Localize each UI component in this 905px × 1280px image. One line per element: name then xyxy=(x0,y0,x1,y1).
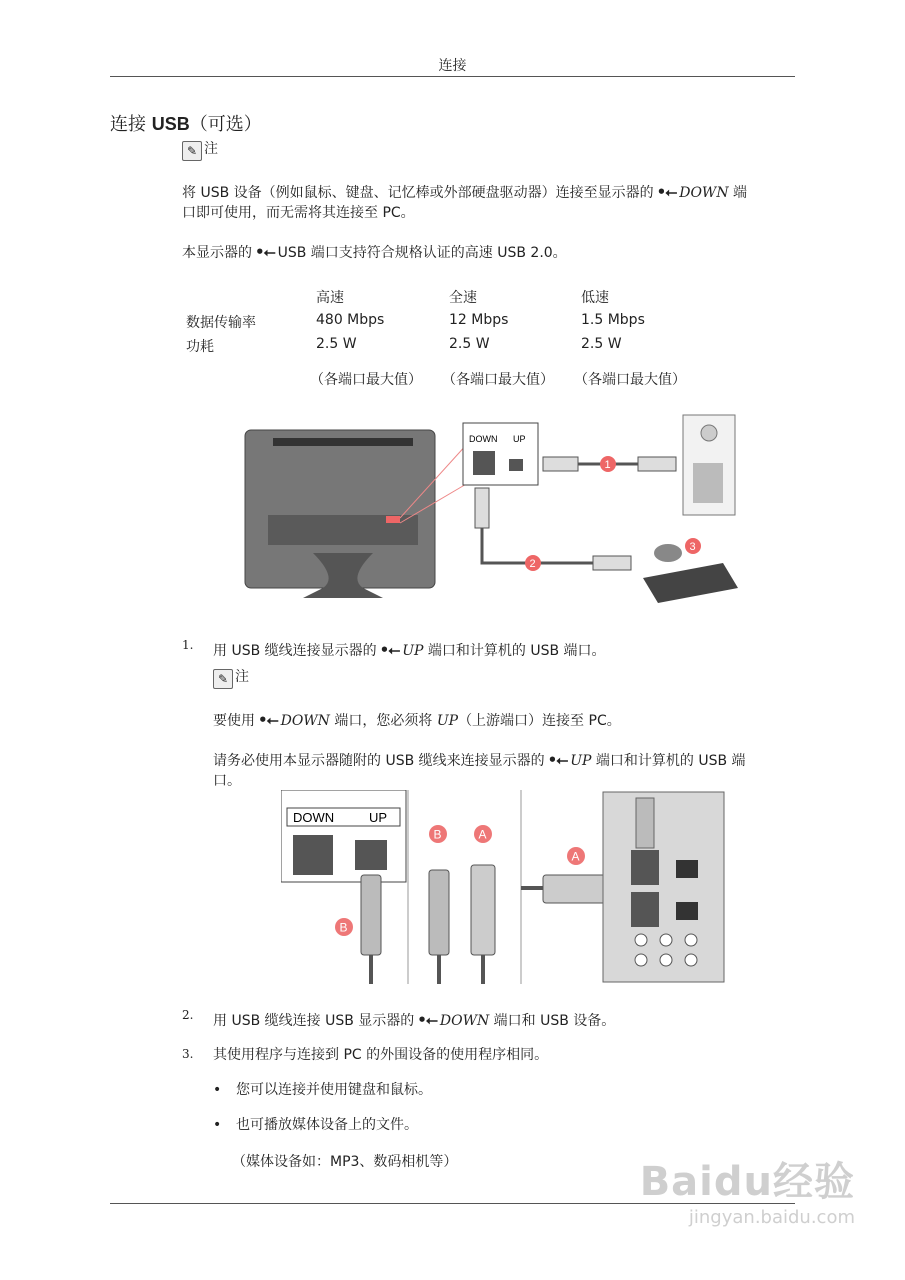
watermark xyxy=(640,1150,855,1228)
usb-plug xyxy=(475,488,489,528)
page-header: 连接 xyxy=(438,58,467,74)
step-3-number: 3. xyxy=(182,1047,194,1061)
n2-a: 要使用 xyxy=(213,713,255,729)
pc-ports xyxy=(693,463,723,503)
table-cell: 2.5 W xyxy=(449,336,490,352)
table-cell: 数据传输率 xyxy=(186,315,256,331)
figure-usb-cables xyxy=(281,790,726,984)
p2-a: 本显示器的 xyxy=(182,245,252,261)
p2-b: USB 端口支持符合规格认证的高速 USB 2.0。 xyxy=(277,245,567,261)
n3-c: 端口和计算机的 USB 端 xyxy=(595,753,746,769)
pc-audio-jack xyxy=(635,934,647,946)
note-label-2 xyxy=(213,666,249,689)
p1-down: DOWN xyxy=(679,185,729,201)
monitor-vent xyxy=(273,438,413,446)
table-cell: （各端口最大值） xyxy=(442,372,554,388)
monitor-usb-highlight xyxy=(386,516,400,523)
mouse xyxy=(654,544,682,562)
paragraph-1 xyxy=(182,182,796,223)
figure-usb-connection xyxy=(243,413,743,605)
step-3-text: 其使用程序与连接到 PC 的外围设备的使用程序相同。 xyxy=(213,1047,549,1063)
pc-lan-port xyxy=(676,860,698,878)
pc-usb-ports xyxy=(631,850,659,885)
usb-icon: •⭠ xyxy=(258,711,278,729)
step-1-text xyxy=(213,640,606,661)
n2-c: 端口，您必须将 xyxy=(334,713,433,729)
callout-1-text: 1 xyxy=(604,459,611,471)
pc-lan-port xyxy=(676,902,698,920)
table-header: 低速 xyxy=(581,290,609,306)
bullet-item: • xyxy=(213,1082,222,1098)
pc-fan xyxy=(701,425,717,441)
table-cell: （各端口最大值） xyxy=(310,372,422,388)
table-header: 全速 xyxy=(449,290,477,306)
callout-2-text: 2 xyxy=(529,558,536,570)
usb-b-plug xyxy=(429,870,449,955)
label-down: DOWN xyxy=(293,810,335,825)
usb-plug xyxy=(593,556,631,570)
step-1-number: 1. xyxy=(182,638,194,652)
usb-b-plug xyxy=(361,875,381,955)
usb-icon: •⭠ xyxy=(255,243,275,261)
pc-back-panel xyxy=(603,792,724,982)
label-down: DOWN xyxy=(469,434,498,444)
table-cell: 2.5 W xyxy=(316,336,357,352)
section-title-post: （可选） xyxy=(189,114,262,135)
callout-a-text: A xyxy=(571,849,580,864)
callout-b-text: B xyxy=(339,920,348,935)
down-ports xyxy=(293,835,333,875)
note-3-text xyxy=(213,750,797,791)
pc-audio-jack xyxy=(685,954,697,966)
n3-d: 口。 xyxy=(213,773,241,789)
pc-audio-jack xyxy=(685,934,697,946)
pc-usb-ports xyxy=(631,892,659,927)
s2-down: DOWN xyxy=(439,1013,490,1029)
s1-up: UP xyxy=(402,643,424,659)
n2-down: DOWN xyxy=(280,713,330,729)
bullet-text: 也可播放媒体设备上的文件。 xyxy=(236,1117,418,1133)
section-title xyxy=(110,110,262,136)
step-2-text xyxy=(213,1010,615,1031)
table-cell: （各端口最大值） xyxy=(574,372,686,388)
usb-icon: •⭠ xyxy=(547,751,568,769)
s2-c: 端口和 USB 设备。 xyxy=(493,1013,616,1029)
note-2-text xyxy=(213,710,621,731)
pc-port xyxy=(636,798,654,848)
header-rule xyxy=(110,76,795,77)
table-cell: 1.5 Mbps xyxy=(581,312,645,328)
usb-plug xyxy=(543,457,578,471)
n2-up: UP xyxy=(436,713,459,729)
s1-a: 用 USB 缆线连接显示器的 xyxy=(213,643,377,659)
pc-audio-jack xyxy=(635,954,647,966)
watermark-url: jingyan.baidu.com xyxy=(688,1207,855,1228)
section-title-pre: 连接 xyxy=(110,114,152,135)
note-text: 注 xyxy=(204,141,218,157)
note-label xyxy=(182,138,218,161)
note-text: 注 xyxy=(235,669,249,685)
s2-a: 用 USB 缆线连接 USB 显示器的 xyxy=(213,1013,415,1029)
callout-a-text: A xyxy=(478,827,487,842)
callout-b-text: B xyxy=(433,827,442,842)
usb-icon: •⭠ xyxy=(417,1011,437,1029)
keyboard xyxy=(643,563,738,603)
bullet-note: （媒体设备如：MP3、数码相机等） xyxy=(232,1154,458,1170)
table-cell: 480 Mbps xyxy=(316,312,385,328)
table-cell: 功耗 xyxy=(186,339,214,355)
s1-c: 端口和计算机的 USB 端口。 xyxy=(427,643,606,659)
table-header: 高速 xyxy=(316,290,344,306)
down-ports xyxy=(473,451,495,475)
table-cell: 2.5 W xyxy=(581,336,622,352)
callout-3-text: 3 xyxy=(689,541,696,553)
label-up: UP xyxy=(513,434,526,444)
usb-a-plug xyxy=(471,865,495,955)
n2-e: （上游端口）连接至 PC。 xyxy=(458,713,621,729)
up-port xyxy=(355,840,387,870)
usb-icon: •⭠ xyxy=(656,183,677,201)
paragraph-2 xyxy=(182,242,567,263)
p1-d: 口即可使用，而无需将其连接至 PC。 xyxy=(182,205,415,221)
note-icon: ✎ xyxy=(213,669,233,689)
label-up: UP xyxy=(369,810,388,825)
up-port xyxy=(509,459,523,471)
section-title-bold: USB xyxy=(151,114,190,134)
usb-plug xyxy=(638,457,676,471)
step-2-number: 2. xyxy=(182,1008,194,1022)
p1-a: 将 USB 设备（例如鼠标、键盘、记忆棒或外部硬盘驱动器）连接至显示器的 xyxy=(182,185,654,201)
n3-up: UP xyxy=(570,753,592,769)
pc-audio-jack xyxy=(660,934,672,946)
n3-a: 请务必使用本显示器随附的 USB 缆线来连接显示器的 xyxy=(213,753,545,769)
watermark-brand: Baidu经验 xyxy=(639,1159,855,1205)
p1-c: 端 xyxy=(733,185,748,201)
note-icon: ✎ xyxy=(182,141,202,161)
usb-icon: •⭠ xyxy=(379,641,400,659)
pc-audio-jack xyxy=(660,954,672,966)
bullet-item: • xyxy=(213,1117,222,1133)
bullet-text: 您可以连接并使用键盘和鼠标。 xyxy=(236,1082,432,1098)
table-cell: 12 Mbps xyxy=(449,312,509,328)
